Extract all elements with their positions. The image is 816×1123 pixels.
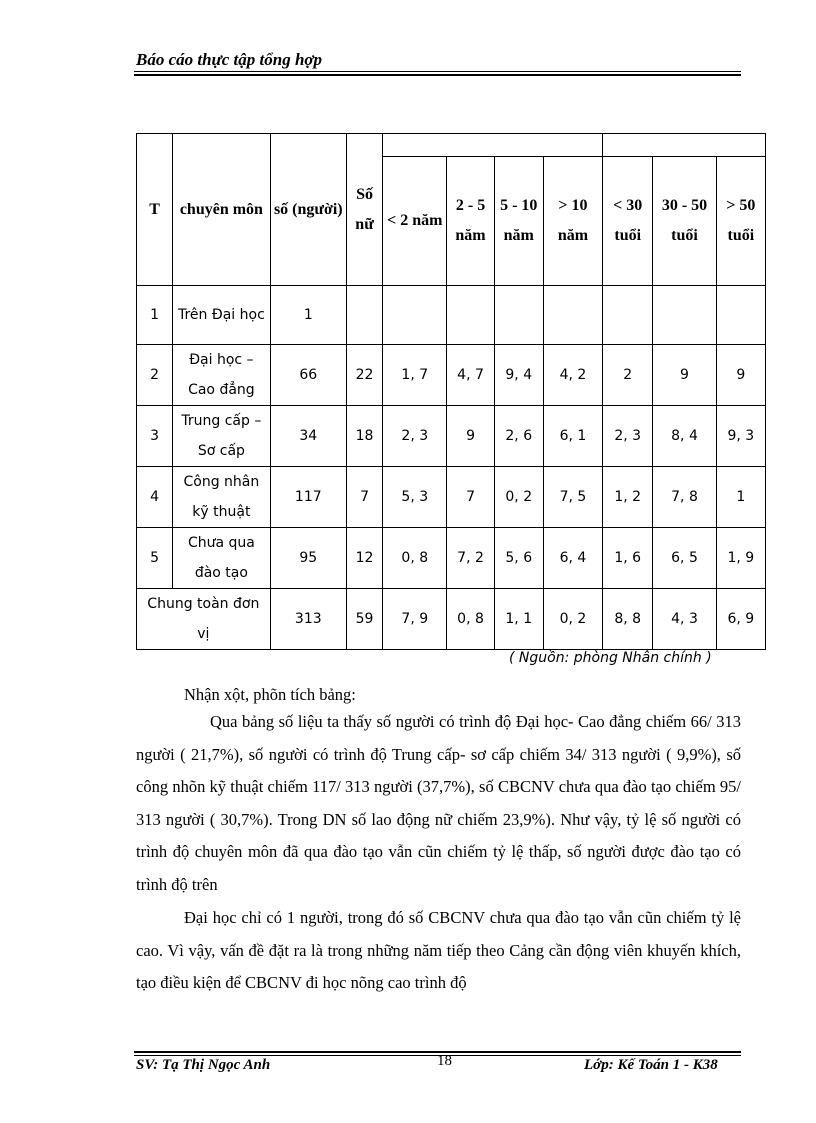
- cell-value: 6, 5: [653, 528, 716, 589]
- cell-so-nu: 7: [346, 467, 382, 528]
- cell-value: 0, 2: [494, 467, 543, 528]
- cell-stt: 1: [137, 286, 173, 345]
- cell-value: [603, 286, 653, 345]
- table-source: ( Nguồn: phòng Nhân chính ): [509, 650, 712, 666]
- cell-value: 6, 4: [543, 528, 602, 589]
- footer-class: Lớp: Kế Toán 1 - K38: [584, 1057, 718, 1073]
- cell-value: 5, 3: [383, 467, 447, 528]
- header-tham-nien-3: 5 - 10 năm: [494, 157, 543, 286]
- table-row: [137, 406, 766, 467]
- cell-value: 9: [447, 406, 494, 467]
- cell-value: 1, 2: [603, 467, 653, 528]
- page-number: 18: [437, 1053, 452, 1069]
- cell-value: 1, 7: [383, 345, 447, 406]
- cell-stt: 2: [137, 345, 173, 406]
- cell-so-nguoi: 117: [270, 467, 346, 528]
- cell-value: 0, 8: [383, 528, 447, 589]
- cell-name: Trung cấp – Sơ cấp: [173, 406, 270, 467]
- cell-value: 7, 2: [447, 528, 494, 589]
- cell-name: Đại học – Cao đẳng: [173, 345, 270, 406]
- cell-so-nguoi: 34: [270, 406, 346, 467]
- cell-value: 1, 6: [603, 528, 653, 589]
- table-row: [137, 286, 766, 345]
- cell-value: [716, 286, 765, 345]
- header-rule-thick: [134, 74, 741, 76]
- header-tham-nien-4: > 10 năm: [543, 157, 602, 286]
- section-heading: Nhận xột, phõn tích bảng:: [184, 685, 356, 704]
- table-row-total: [137, 589, 766, 650]
- paragraph-1: Qua bảng số liệu ta thấy số người có trình độ Đại học- Cao đẳng chiếm 66/ 313 người ( 21,7%), số người có trình độ Trung cấp- sơ cấp chiếm 34/ 313 người ( 9,9%), số công nhõn kỹ thuật chiếm 117/ 313 người (37,7%), số CBCNV chưa qua đào tạo chiếm 95/ 313 người ( 30,7%). Trong DN số lao động nữ chiếm 23,9%). Như vậy, tỷ lệ số người có trình độ chuyên môn đã qua đào tạo vẫn cũn chiếm tỷ lệ thấp, số người được đào tạo có trình độ trên: [136, 712, 741, 894]
- statistics-table: [136, 133, 766, 650]
- cell-so-nguoi: 313: [270, 589, 346, 650]
- cell-value: 6, 1: [543, 406, 602, 467]
- cell-so-nguoi: 1: [270, 286, 346, 345]
- cell-value: 2, 6: [494, 406, 543, 467]
- cell-value: 4, 7: [447, 345, 494, 406]
- cell-value: 1, 9: [716, 528, 765, 589]
- header-chuyen-mon: chuyên môn: [173, 134, 270, 286]
- header-rule: [134, 71, 741, 72]
- cell-value: 4, 3: [653, 589, 716, 650]
- cell-value: 1, 1: [494, 589, 543, 650]
- paragraph-2: Đại học chỉ có 1 người, trong đó số CBCNV chưa qua đào tạo vẫn cũn chiếm tỷ lệ cao. Vì vậy, vấn đề đặt ra là trong những năm tiếp theo Cảng cần động viên khuyến khích, tạo điều kiện để CBCNV đi học nõng cao trình độ: [136, 908, 741, 993]
- header-group-tuoi: [603, 134, 766, 157]
- cell-so-nguoi: 95: [270, 528, 346, 589]
- cell-value: 8, 8: [603, 589, 653, 650]
- cell-value: [383, 286, 447, 345]
- table-row: [137, 467, 766, 528]
- cell-so-nu: 18: [346, 406, 382, 467]
- cell-value: [543, 286, 602, 345]
- cell-stt: 5: [137, 528, 173, 589]
- cell-value: 7, 8: [653, 467, 716, 528]
- header-so-nguoi: số (người): [270, 134, 346, 286]
- cell-value: [653, 286, 716, 345]
- cell-value: 7, 9: [383, 589, 447, 650]
- header-stt: T: [137, 134, 173, 286]
- cell-value: 2: [603, 345, 653, 406]
- table-row: [137, 345, 766, 406]
- cell-value: 7, 5: [543, 467, 602, 528]
- header-tham-nien-1: < 2 năm: [383, 157, 447, 286]
- cell-value: 1: [716, 467, 765, 528]
- cell-value: 2, 3: [603, 406, 653, 467]
- header-tuoi-1: < 30 tuổi: [603, 157, 653, 286]
- cell-so-nu: 12: [346, 528, 382, 589]
- header-tham-nien-2: 2 - 5 năm: [447, 157, 494, 286]
- table-row: [137, 528, 766, 589]
- cell-value: 8, 4: [653, 406, 716, 467]
- header-group-tham-nien: [383, 134, 603, 157]
- cell-value: 5, 6: [494, 528, 543, 589]
- cell-so-nu: 22: [346, 345, 382, 406]
- cell-name: Trên Đại học: [173, 286, 270, 345]
- header-tuoi-3: > 50 tuổi: [716, 157, 765, 286]
- cell-so-nu: [346, 286, 382, 345]
- cell-value: 0, 2: [543, 589, 602, 650]
- header-so-nu: Số nữ: [346, 134, 382, 286]
- cell-value: 7: [447, 467, 494, 528]
- cell-value: [447, 286, 494, 345]
- cell-value: 9: [716, 345, 765, 406]
- cell-value: [494, 286, 543, 345]
- cell-stt: 3: [137, 406, 173, 467]
- cell-value: 4, 2: [543, 345, 602, 406]
- cell-value: 6, 9: [716, 589, 765, 650]
- cell-value: 9: [653, 345, 716, 406]
- header-title: Báo cáo thực tập tổng hợp: [136, 50, 323, 69]
- cell-name: Công nhân kỹ thuật: [173, 467, 270, 528]
- cell-name: Chưa qua đào tạo: [173, 528, 270, 589]
- cell-total-name: Chung toàn đơn vị: [137, 589, 271, 650]
- header-tuoi-2: 30 - 50 tuổi: [653, 157, 716, 286]
- cell-stt: 4: [137, 467, 173, 528]
- cell-value: 9, 3: [716, 406, 765, 467]
- footer-student: SV: Tạ Thị Ngọc Anh: [136, 1057, 271, 1073]
- cell-so-nu: 59: [346, 589, 382, 650]
- cell-so-nguoi: 66: [270, 345, 346, 406]
- cell-value: 2, 3: [383, 406, 447, 467]
- cell-value: 0, 8: [447, 589, 494, 650]
- cell-value: 9, 4: [494, 345, 543, 406]
